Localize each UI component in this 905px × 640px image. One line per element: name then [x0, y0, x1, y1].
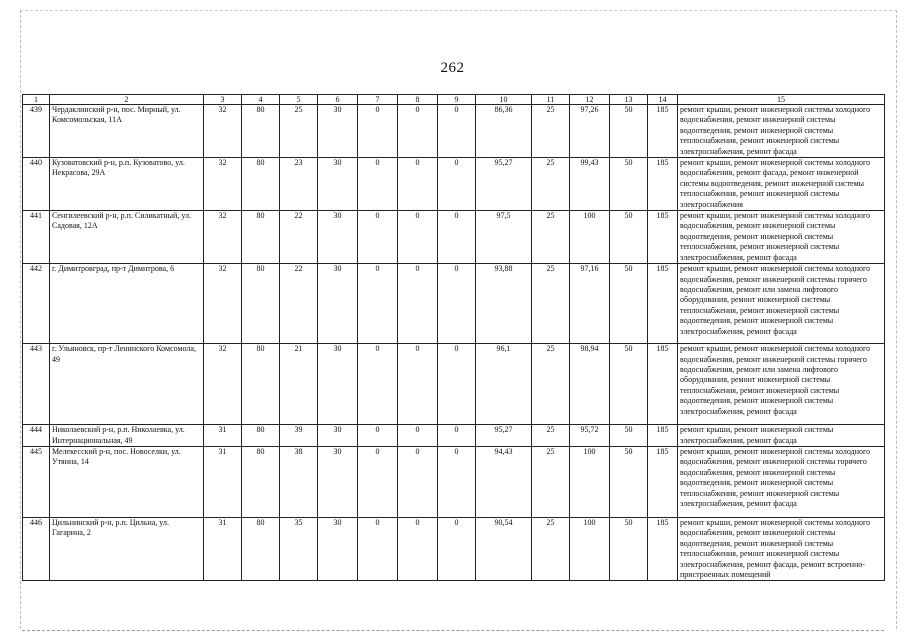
cell-value: 50 — [610, 425, 648, 447]
cell-value: 25 — [280, 105, 318, 158]
table-row — [23, 446, 885, 517]
cell-value: 0 — [358, 105, 398, 158]
column-header: 4 — [242, 95, 280, 105]
header-row — [23, 95, 885, 105]
cell-value: 97,5 — [476, 211, 532, 264]
cell-value: 22 — [280, 264, 318, 344]
cell-value: 30 — [318, 264, 358, 344]
cell-value: 32 — [204, 344, 242, 425]
column-header: 8 — [398, 95, 438, 105]
cell-value: 50 — [610, 344, 648, 425]
cell-value: 80 — [242, 158, 280, 211]
row-works: ремонт крыши, ремонт инженерной системы холодного водоснабжения, ремонт инженерной системы водоотведения, ремонт инженерной системы теплоснабжения, ремонт инженерной системы электроснабжения, ремонт фасада — [678, 211, 885, 264]
cell-value: 95,27 — [476, 425, 532, 447]
cell-value: 185 — [648, 517, 678, 580]
row-works: ремонт крыши, ремонт инженерной системы холодного водоснабжения, ремонт фасада, ремонт инженерной системы водоотведения, ремонт инженерной системы теплоснабжения, ремонт инженерной системы электроснабжения — [678, 158, 885, 211]
column-header: 10 — [476, 95, 532, 105]
cell-value: 50 — [610, 517, 648, 580]
cell-value: 25 — [532, 158, 570, 211]
row-address: Николаевский р-н, р.п. Николаевка, ул. Интернациональная, 49 — [50, 425, 204, 447]
cell-value: 99,43 — [570, 158, 610, 211]
cell-value: 0 — [438, 517, 476, 580]
cell-value: 94,43 — [476, 446, 532, 517]
table-row — [23, 517, 885, 580]
cell-value: 0 — [398, 344, 438, 425]
scan-edge-rule — [22, 630, 884, 631]
row-number: 446 — [23, 517, 50, 580]
row-works: ремонт крыши, ремонт инженерной системы холодного водоснабжения, ремонт инженерной системы водоотведения, ремонт инженерной системы теплоснабжения, ремонт инженерной системы электроснабжения, ремонт фасада — [678, 105, 885, 158]
table-row — [23, 264, 885, 344]
cell-value: 22 — [280, 211, 318, 264]
cell-value: 23 — [280, 158, 318, 211]
cell-value: 97,26 — [570, 105, 610, 158]
row-number: 441 — [23, 211, 50, 264]
cell-value: 80 — [242, 446, 280, 517]
cell-value: 90,54 — [476, 517, 532, 580]
cell-value: 32 — [204, 158, 242, 211]
row-number: 439 — [23, 105, 50, 158]
row-number: 443 — [23, 344, 50, 425]
row-number: 445 — [23, 446, 50, 517]
row-address: Чердаклинский р-н, пос. Мирный, ул. Комсомольская, 11А — [50, 105, 204, 158]
row-works: ремонт крыши, ремонт инженерной системы холодного водоснабжения, ремонт инженерной системы горячего водоснабжения, ремонт или замена лифтового оборудования, ремонт инженерной системы теплоснабжения, ремонт инженерной системы водоотведения, ремонт инженерной системы электроснабжения, ремонт фасада — [678, 264, 885, 344]
row-works: ремонт крыши, ремонт инженерной системы холодного водоснабжения, ремонт инженерной системы водоотведения, ремонт инженерной системы теплоснабжения, ремонт инженерной системы электроснабжения, ремонт фасада, ремонт встроенно-пристроенных помещений — [678, 517, 885, 580]
cell-value: 50 — [610, 264, 648, 344]
cell-value: 95,27 — [476, 158, 532, 211]
cell-value: 25 — [532, 264, 570, 344]
cell-value: 0 — [358, 517, 398, 580]
row-address: г. Ульяновск, пр-т Ленинского Комсомола, 49 — [50, 344, 204, 425]
column-header: 12 — [570, 95, 610, 105]
cell-value: 0 — [398, 211, 438, 264]
cell-value: 30 — [318, 211, 358, 264]
cell-value: 30 — [318, 446, 358, 517]
column-header: 7 — [358, 95, 398, 105]
cell-value: 25 — [532, 211, 570, 264]
cell-value: 21 — [280, 344, 318, 425]
page-number: 262 — [440, 60, 465, 76]
cell-value: 35 — [280, 517, 318, 580]
column-header: 14 — [648, 95, 678, 105]
cell-value: 80 — [242, 264, 280, 344]
cell-value: 25 — [532, 517, 570, 580]
column-header: 9 — [438, 95, 476, 105]
row-works: ремонт крыши, ремонт инженерной системы холодного водоснабжения, ремонт инженерной системы горячего водоснабжения, ремонт инженерной системы водоотведения, ремонт инженерной системы теплоснабжения, ремонт инженерной системы электроснабжения, ремонт фасада — [678, 446, 885, 517]
column-header: 11 — [532, 95, 570, 105]
cell-value: 0 — [358, 425, 398, 447]
cell-value: 0 — [398, 105, 438, 158]
column-header: 15 — [678, 95, 885, 105]
cell-value: 185 — [648, 425, 678, 447]
cell-value: 97,16 — [570, 264, 610, 344]
cell-value: 38 — [280, 446, 318, 517]
table-row — [23, 105, 885, 158]
cell-value: 39 — [280, 425, 318, 447]
cell-value: 50 — [610, 105, 648, 158]
cell-value: 100 — [570, 517, 610, 580]
cell-value: 185 — [648, 211, 678, 264]
cell-value: 80 — [242, 425, 280, 447]
cell-value: 30 — [318, 425, 358, 447]
row-works: ремонт крыши, ремонт инженерной системы электроснабжения, ремонт фасада — [678, 425, 885, 447]
cell-value: 31 — [204, 425, 242, 447]
row-number: 440 — [23, 158, 50, 211]
cell-value: 0 — [358, 264, 398, 344]
column-header: 1 — [23, 95, 50, 105]
cell-value: 80 — [242, 105, 280, 158]
row-works: ремонт крыши, ремонт инженерной системы холодного водоснабжения, ремонт инженерной системы горячего водоснабжения, ремонт или замена лифтового оборудования, ремонт инженерной системы теплоснабжения, ремонт инженерной системы водоотведения, ремонт инженерной системы электроснабжения, ремонт фасада — [678, 344, 885, 425]
cell-value: 0 — [438, 105, 476, 158]
cell-value: 185 — [648, 264, 678, 344]
cell-value: 80 — [242, 344, 280, 425]
cell-value: 25 — [532, 105, 570, 158]
cell-value: 30 — [318, 105, 358, 158]
cell-value: 32 — [204, 211, 242, 264]
cell-value: 32 — [204, 264, 242, 344]
cell-value: 0 — [398, 158, 438, 211]
cell-value: 25 — [532, 425, 570, 447]
cell-value: 25 — [532, 446, 570, 517]
table-row — [23, 344, 885, 425]
cell-value: 0 — [438, 264, 476, 344]
cell-value: 30 — [318, 158, 358, 211]
table-row — [23, 158, 885, 211]
cell-value: 31 — [204, 517, 242, 580]
cell-value: 0 — [398, 264, 438, 344]
column-header: 5 — [280, 95, 318, 105]
cell-value: 80 — [242, 517, 280, 580]
cell-value: 25 — [532, 344, 570, 425]
cell-value: 96,1 — [476, 344, 532, 425]
column-header: 2 — [50, 95, 204, 105]
cell-value: 0 — [358, 446, 398, 517]
cell-value: 30 — [318, 344, 358, 425]
cell-value: 50 — [610, 446, 648, 517]
cell-value: 31 — [204, 446, 242, 517]
row-address: Цильнинский р-н, р.п. Цильна, ул. Гагарина, 2 — [50, 517, 204, 580]
cell-value: 0 — [438, 344, 476, 425]
column-header: 6 — [318, 95, 358, 105]
column-header: 13 — [610, 95, 648, 105]
cell-value: 185 — [648, 105, 678, 158]
cell-value: 32 — [204, 105, 242, 158]
row-address: Мелекесский р-н, пос. Новоселки, ул. Утяина, 14 — [50, 446, 204, 517]
cell-value: 50 — [610, 211, 648, 264]
cell-value: 0 — [438, 446, 476, 517]
column-header: 3 — [204, 95, 242, 105]
cell-value: 0 — [438, 158, 476, 211]
cell-value: 0 — [398, 446, 438, 517]
cell-value: 0 — [438, 425, 476, 447]
row-address: г. Димитровград, пр-т Димитрова, 6 — [50, 264, 204, 344]
cell-value: 185 — [648, 344, 678, 425]
cell-value: 185 — [648, 158, 678, 211]
cell-value: 98,94 — [570, 344, 610, 425]
cell-value: 0 — [398, 517, 438, 580]
row-address: Сенгилеевский р-н, р.п. Силикатный, ул. Садовая, 12А — [50, 211, 204, 264]
row-address: Кузоватовский р-н, р.п. Кузоватово, ул. Некрасова, 29А — [50, 158, 204, 211]
cell-value: 185 — [648, 446, 678, 517]
cell-value: 95,72 — [570, 425, 610, 447]
table-row — [23, 211, 885, 264]
cell-value: 86,36 — [476, 105, 532, 158]
cell-value: 0 — [438, 211, 476, 264]
row-number: 442 — [23, 264, 50, 344]
cell-value: 100 — [570, 211, 610, 264]
table-row — [23, 425, 885, 447]
cell-value: 0 — [358, 211, 398, 264]
cell-value: 100 — [570, 446, 610, 517]
cell-value: 0 — [398, 425, 438, 447]
row-number: 444 — [23, 425, 50, 447]
cell-value: 0 — [358, 344, 398, 425]
cell-value: 80 — [242, 211, 280, 264]
capital-repair-table — [22, 94, 885, 581]
cell-value: 93,88 — [476, 264, 532, 344]
cell-value: 0 — [358, 158, 398, 211]
cell-value: 50 — [610, 158, 648, 211]
cell-value: 30 — [318, 517, 358, 580]
